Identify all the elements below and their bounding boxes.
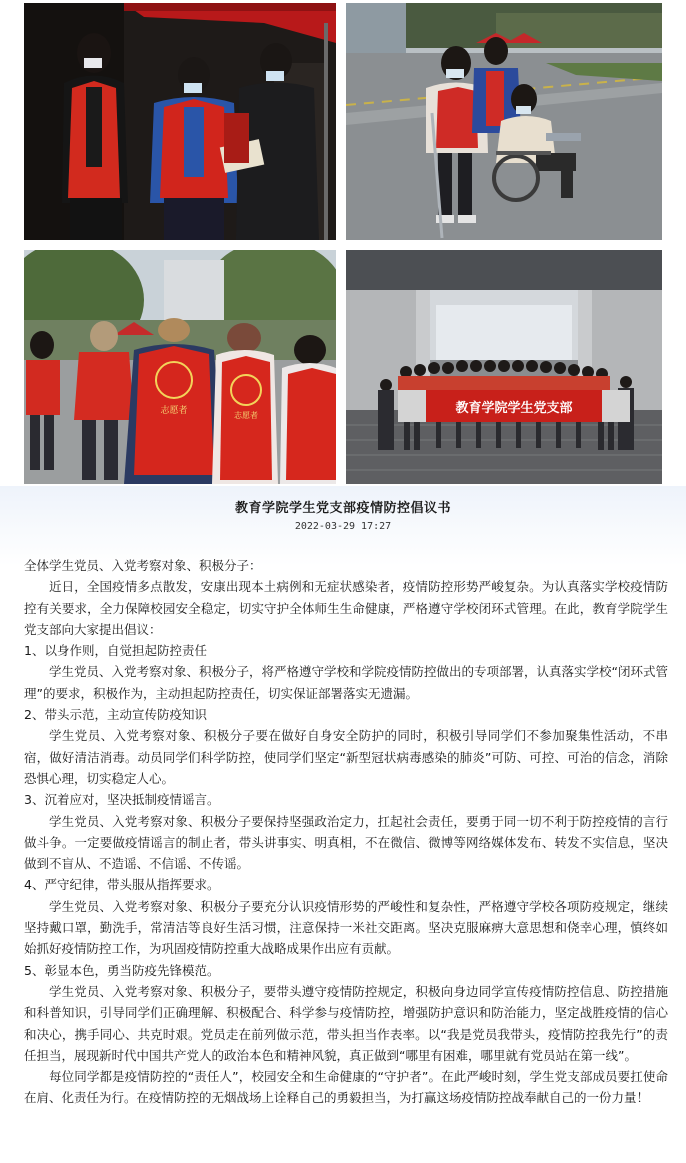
article — [0, 486, 686, 1163]
banner-text: 教育学院学生党支部 — [455, 401, 573, 416]
section-text-5: 学生党员、入党考察对象、积极分子，要带头遵守疫情防控规定，积极向身边同学宣传疫情防控信息、防控措施和科普知识，引导同学们正确理解、积极配合、科学参与疫情防控，增强防护意识和防治能力，坚定战胜疫情的信心和决心，携手同心、共克时艰。党员走在前列做示范，带头担当作表率。以“我是党员我带头，疫情防控我先行”的责任担当，展现新时代中国共产党人的政治本色和精神风貌，真正做到“哪里有困难，哪里就有党员站在第一线”。 — [24, 983, 668, 1063]
section-text-2: 学生党员、入党考察对象、积极分子要在做好自身安全防护的同时，积极引导同学们不参加聚集性活动，不串宿，做好清洁消毒。动员同学们科学防控，使同学们坚定“新型冠状病毒感染的肺炎”可防、可控、可治的信念，消除恐惧心理，切实稳定人心。 — [24, 728, 668, 786]
photo-group-with-banner — [346, 250, 662, 484]
intro-paragraph: 近日，全国疫情多点散发，安康出现本土病例和无症状感染者，疫情防控形势严峻复杂。为认真落实学校疫情防控有关要求，全力保障校园安全稳定，切实守护全体师生生命健康，严格遵守学校闭环式管理。在此，教育学院学生党支部向大家提出倡议： — [24, 579, 668, 637]
section-text-1: 学生党员、入党考察对象、积极分子，将严格遵守学校和学院疫情防控做出的专项部署，认真落实学校“闭环式管理”的要求，积极作为，主动担起防控责任，切实保证部署落实无遗漏。 — [24, 664, 668, 701]
article-title: 教育学院学生党支部疫情防控倡议书 — [234, 501, 451, 516]
section-text-4: 学生党员、入党考察对象、积极分子要充分认识疫情形势的严峻性和复杂性，严格遵守学校各项防疫规定，继续坚持戴口罩，勤洗手，常清洁等良好生活习惯，注意保持一米社交距离。坚决克服麻痹大意思想和侥幸心理，慎终如始抓好疫情防控工作，为巩固疫情防控重大战略成果作出应有贡献。 — [24, 898, 668, 957]
photo-4-image — [346, 250, 662, 484]
photo-volunteers-checking-documents — [24, 3, 336, 240]
vest-text-2: 志愿者 — [234, 411, 258, 420]
article-datetime: 2022-03-29 17:27 — [294, 521, 392, 532]
article-body — [24, 555, 668, 1109]
salutation: 全体学生党员、入党考察对象、积极分子： — [24, 558, 262, 573]
section-heading-1: 1、以身作则，自觉担起防控责任 — [24, 643, 207, 659]
section-text-3: 学生党员、入党考察对象、积极分子要保持坚强政治定力，扛起社会责任，要勇于同一切不利于防控疫情的言行做斗争。一定要做疫情谣言的制止者，带头讲事实、明真相，不在微信、微博等网络媒体发布、转发不实信息，坚决做到不盲从、不造谣、不信谣、不传谣。 — [24, 813, 668, 872]
photo-grid — [0, 0, 686, 490]
photo-3-image — [24, 250, 336, 484]
photo-volunteers-in-red-vests — [24, 250, 336, 484]
section-heading-4: 4、严守纪律，带头服从指挥要求。 — [24, 877, 220, 893]
photo-1-image — [24, 3, 336, 240]
section-heading-2: 2、带头示范，主动宣传防疫知识 — [24, 707, 207, 723]
photo-volunteers-assisting-wheelchair — [346, 3, 662, 240]
photo-2-image — [346, 3, 662, 240]
vest-text-1: 志愿者 — [160, 406, 188, 416]
closing-paragraph: 每位同学都是疫情防控的“责任人”，校园安全和生命健康的“守护者”。在此严峻时刻，学生党支部成员要扛使命在肩、化责任为行。在疫情防控的无烟战场上诠释自己的勇毅担当，为打赢这场疫情防控战奉献自己的一份力量！ — [24, 1069, 668, 1106]
section-heading-3: 3、沉着应对，坚决抵制疫情谣言。 — [24, 792, 220, 808]
section-heading-5: 5、彰显本色，勇当防疫先锋模范。 — [24, 962, 220, 978]
